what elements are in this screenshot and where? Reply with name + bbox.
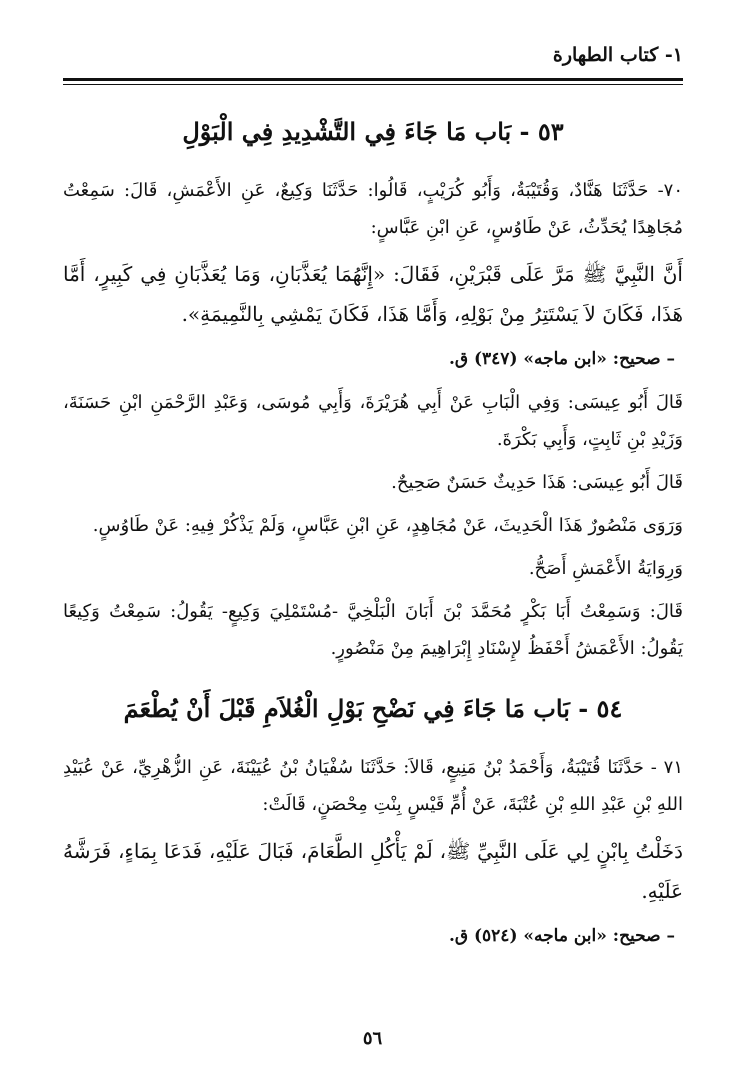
tirmidhi-comment-4: وَرِوَايَةُ الأَعْمَشِ أَصَحُّ.: [528, 558, 683, 579]
chapter-53-title: ٥٣ - بَاب مَا جَاءَ فِي التَّشْدِيدِ فِي الْبَوْلِ: [182, 117, 564, 146]
hadith-70-text: أَنَّ النَّبِيَّ ﷺ مَرَّ عَلَى قَبْرَيْنِ، فَقَالَ: «إِنَّهُمَا يُعَذَّبَانِ، وَمَا يُعَذَّبَانِ فِي كَبِيرٍ، أَمَّا هَذَا، فَكَانَ لاَ يَسْتَتِرُ مِنْ بَوْلِهِ، وَأَمَّا هَذَا، فَكَانَ يَمْشِي بِالنَّمِيمَةِ».: [63, 262, 683, 326]
hadith-71-text: دَخَلْتُ بِابْنٍ لِي عَلَى النَّبِيِّ ﷺ، لَمْ يَأْكُلِ الطَّعَامَ، فَبَالَ عَلَيْهِ، فَدَعَا بِمَاءٍ، فَرَشَّهُ عَلَيْهِ.: [63, 839, 683, 903]
tirmidhi-comment-5: قَالَ: وَسَمِعْتُ أَبَا بَكْرٍ مُحَمَّدَ بْنَ أَبَانَ الْبَلْخِيَّ -مُسْتَمْلِيَ وَكِيعٍ- يَقُولُ: سَمِعْتُ وَكِيعًا يَقُولُ: الأَعْمَشُ أَحْفَظُ لإِسْنَادِ إِبْرَاهِيمَ مِنْ مَنْصُورٍ.: [63, 601, 683, 659]
tirmidhi-comment-3: وَرَوَى مَنْصُورٌ هَذَا الْحَدِيثَ، عَنْ مُجَاهِدٍ، عَنِ ابْنِ عَبَّاسٍ، وَلَمْ يَذْكُرْ فِيهِ: عَنْ طَاوُسٍ.: [92, 515, 683, 536]
header-rule-thin: [63, 84, 683, 85]
hadith-71-grade: – صحيح: «ابن ماجه» (٥٢٤) ق.: [448, 926, 675, 946]
hadith-70-grade: – صحيح: «ابن ماجه» (٣٤٧) ق.: [448, 349, 675, 369]
header-rule-thick: [63, 78, 683, 81]
tirmidhi-comment-2: قَالَ أَبُو عِيسَى: هَذَا حَدِيثٌ حَسَنٌ صَحِيحٌ.: [391, 472, 683, 493]
hadith-71-isnad: ٧١ - حَدَّثَنَا قُتَيْبَةُ، وَأَحْمَدُ بْنُ مَنِيعٍ، قَالاَ: حَدَّثَنَا سُفْيَانُ بْنُ عُيَيْنَةَ، عَنِ الزُّهْرِيِّ، عَنْ عُبَيْدِ اللهِ بْنِ عَبْدِ اللهِ بْنِ عُتْبَةَ، عَنْ أُمِّ قَيْسٍ بِنْتِ مِحْصَنٍ، قَالَتْ:: [63, 757, 683, 815]
page-number: ٥٦: [362, 1028, 383, 1049]
hadith-70-isnad: ٧٠- حَدَّثَنَا هَنَّادٌ، وَقُتَيْبَةُ، وَأَبُو كُرَيْبٍ، قَالُوا: حَدَّثَنَا وَكِيعٌ، عَنِ الأَعْمَشِ، قَالَ: سَمِعْتُ مُجَاهِدًا يُحَدِّثُ، عَنْ طَاوُسٍ، عَنِ ابْنِ عَبَّاسٍ:: [63, 180, 683, 238]
tirmidhi-comment-1: قَالَ أَبُو عِيسَى: وَفِي الْبَابِ عَنْ أَبِي هُرَيْرَةَ، وَأَبِي مُوسَى، وَعَبْدِ الرَّحْمَنِ ابْنِ حَسَنَةَ، وَزَيْدِ بْنِ ثَابِتٍ، وَأَبِي بَكْرَةَ.: [63, 392, 683, 450]
running-header: ١- كتاب الطهارة: [552, 44, 683, 66]
page-content: [63, 106, 683, 961]
chapter-54-title: ٥٤ - بَاب مَا جَاءَ فِي نَضْحِ بَوْلِ الْغُلاَمِ قَبْلَ أَنْ يُطْعَمَ: [123, 694, 623, 723]
